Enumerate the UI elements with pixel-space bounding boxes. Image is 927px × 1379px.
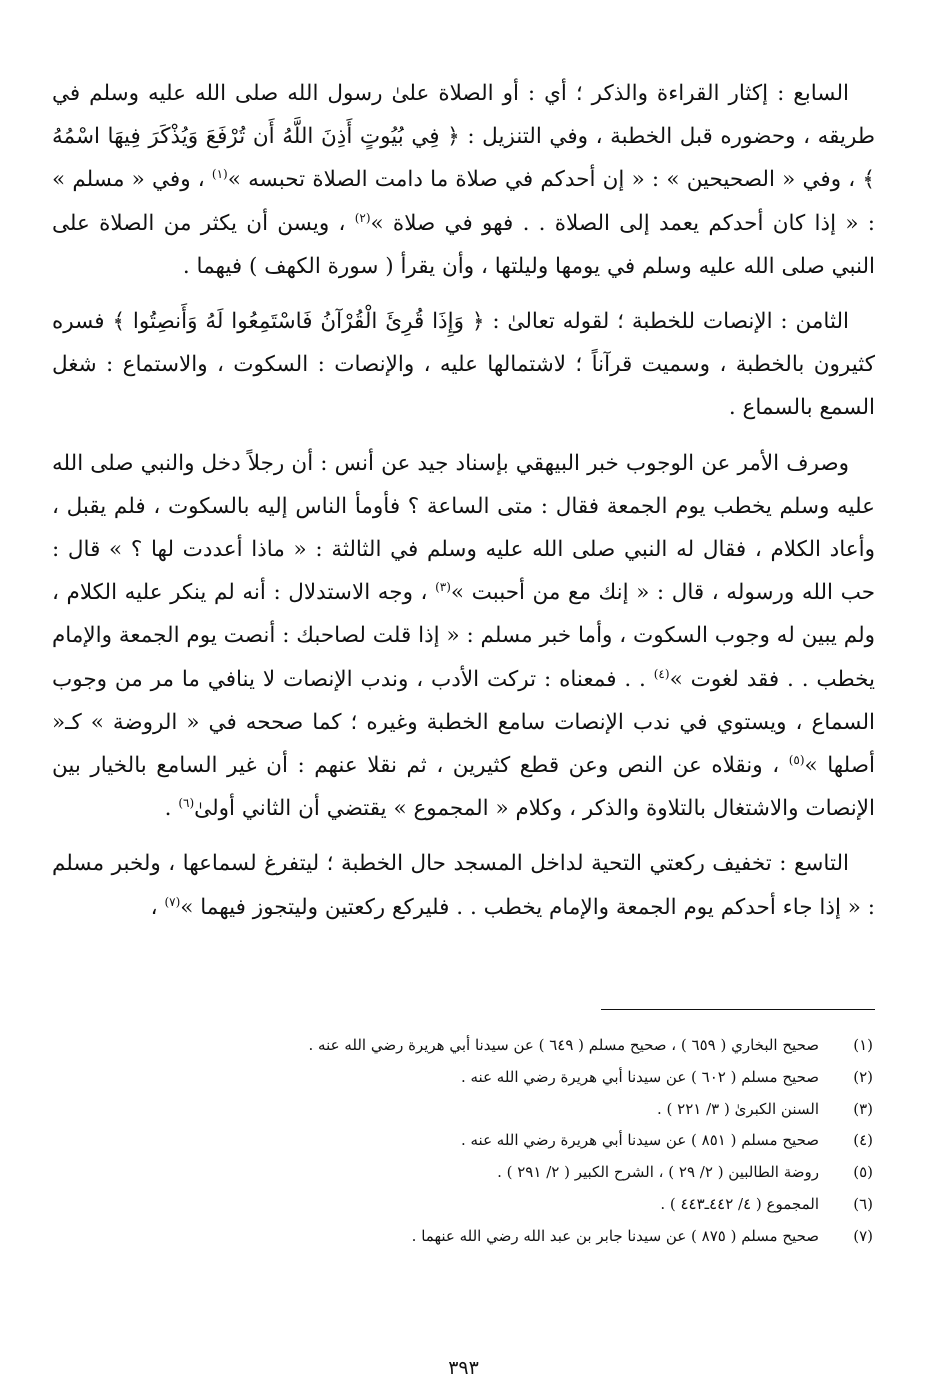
book-page [52,72,876,1379]
footnote-number: (١) [853,1036,873,1054]
text-run: التاسع : تخفيف ركعتي التحية لداخل المسجد حال الخطبة ؛ ليتفرغ لسماعها ، ولخبر مسلم : « إذا جاء أحدكم يوم الجمعة والإمام يخطب . . فليركع ركعتين وليتجوز فيهما » [52,851,875,920]
text-run: ، ويسن أن يكثر من الصلاة على النبي صلى الله عليه وسلم في يومها وليلتها ، وأن يقرأ ( سورة الكهف ) فيهما . [52,210,875,279]
footnote [52,1157,873,1189]
text-run: . [164,796,179,822]
footnote-number: (٧) [853,1226,873,1245]
footnote [52,1094,873,1126]
footnote-number: (٤) [853,1131,873,1150]
footnote-marker: (٣) [435,580,451,595]
footnote-marker: (٤) [653,666,670,681]
footnote [52,1125,873,1157]
text-run: ، ونقلاه عن النص وعن قطع كثيرين ، ثم نقلا عنهم : أن غير السامع بالخيار بين الإنصات والاشتغال بالتلاوة والذكر ، وكلام « المجموع » يقتضي أن الثاني أولىٰ [52,753,875,822]
footnote-marker: (٥) [788,752,805,767]
footnote-text: السنن الكبرىٰ ( ٣/ ٢٢١ ) . [656,1099,819,1118]
footnote-text: صحيح البخاري ( ٦٥٩ ) ، صحيح مسلم ( ٦٤٩ ) عن سيدنا أبي هريرة رضي الله عنه . [308,1036,819,1054]
footnote-text: صحيح مسلم ( ٨٧٥ ) عن سيدنا جابر بن عبد الله رضي الله عنهما . [411,1226,819,1245]
footnote-text: المجموع ( ٤/ ٤٤٢ـ٤٤٣ ) . [660,1194,819,1213]
footnote [52,1189,873,1221]
footnote-number: (٢) [853,1067,873,1086]
footnote-marker: (١) [211,167,228,182]
footnote-marker: (٦) [178,796,195,811]
text-run: ، وجه الاستدلال : أنه لم ينكر عليه الكلام ، ولم يبين له وجوب السكوت ، وأما خبر مسلم : « إذا قلت لصاحبك : أنصت يوم الجمعة والإمام يخطب . . فقد لغوت » [52,580,875,692]
footnote-number: (٥) [853,1163,873,1182]
paragraph [52,300,875,430]
footnote [52,1030,873,1062]
footnote-text: روضة الطالبين ( ٢/ ٢٩ ) ، الشرح الكبير ( ٢/ ٢٩١ ) . [497,1163,819,1182]
footnotes-list [52,1030,873,1253]
page-number: ٣٩٣ [448,1357,479,1379]
text-run: وصرف الأمر عن الوجوب خبر البيهقي بإسناد جيد عن أنس : أن رجلاً دخل والنبي صلى الله عليه وسلم يخطب يوم الجمعة فقال : متى الساعة ؟ فأومأ الناس إليه بالسكوت ، فلم يقبل ، وأعاد الكلام ، فقال له النبي صلى الله عليه وسلم في الثالثة : « ماذا أعددت لها ؟ » قال : حب الله ورسوله ، قال : « إنك مع من أحببت » [52,450,875,606]
text-run: ، وفي « مسلم » : « إذا كان أحدكم يعمد إلى الصلاة . . فهو في صلاة » [52,167,875,236]
footnote [52,1062,873,1094]
text-run: الثامن : الإنصات للخطبة ؛ لقوله تعالىٰ : ﴿ وَإِذَا قُرِئَ الْقُرْآنُ فَاسْتَمِعُوا لَهُ وَأَنصِتُوا ﴾ فسره كثيرون بالخطبة ، وسميت قرآناً ؛ لاشتمالها عليه ، والإنصات : السكوت ، والاستماع : شغل السمع بالسماع . [52,309,875,421]
footnote-number: (٦) [853,1194,873,1213]
text-run: ، [150,894,165,920]
footnote-number: (٣) [853,1099,873,1118]
text-run: . . فمعناه : تركت الأدب ، وندب الإنصات لا ينافي ما مر من وجوب السماع ، ويستوي في ندب الإنصات سامع الخطبة وغيره ؛ كما صححه في « الروضة » كـ« أصلها » [52,666,876,779]
footnote-text: صحيح مسلم ( ٨٥١ ) عن سيدنا أبي هريرة رضي الله عنه . [460,1131,819,1150]
main-text [52,72,875,929]
footnote-marker: (٢) [354,210,371,225]
footnote-text: صحيح مسلم ( ٦٠٢ ) عن سيدنا أبي هريرة رضي الله عنه . [460,1067,819,1086]
paragraph [52,442,875,831]
footnote [52,1221,873,1253]
footnote-marker: (٧) [164,894,181,909]
paragraph [52,842,875,928]
footnote-separator [601,1009,875,1010]
text-run: السابع : إكثار القراءة والذكر ؛ أي : أو الصلاة علىٰ رسول الله صلى الله عليه وسلم في طريقه ، وحضوره قبل الخطبة ، وفي التنزيل : ﴿ فِي بُيُوتٍ أَذِنَ اللَّهُ أَن تُرْفَعَ وَيُذْكَرَ فِيهَا اسْمُهُ ﴾ ، وفي « الصحيحين » : « إن أحدكم في صلاة ما دامت الصلاة تحبسه » [52,81,875,193]
paragraph [52,72,875,288]
